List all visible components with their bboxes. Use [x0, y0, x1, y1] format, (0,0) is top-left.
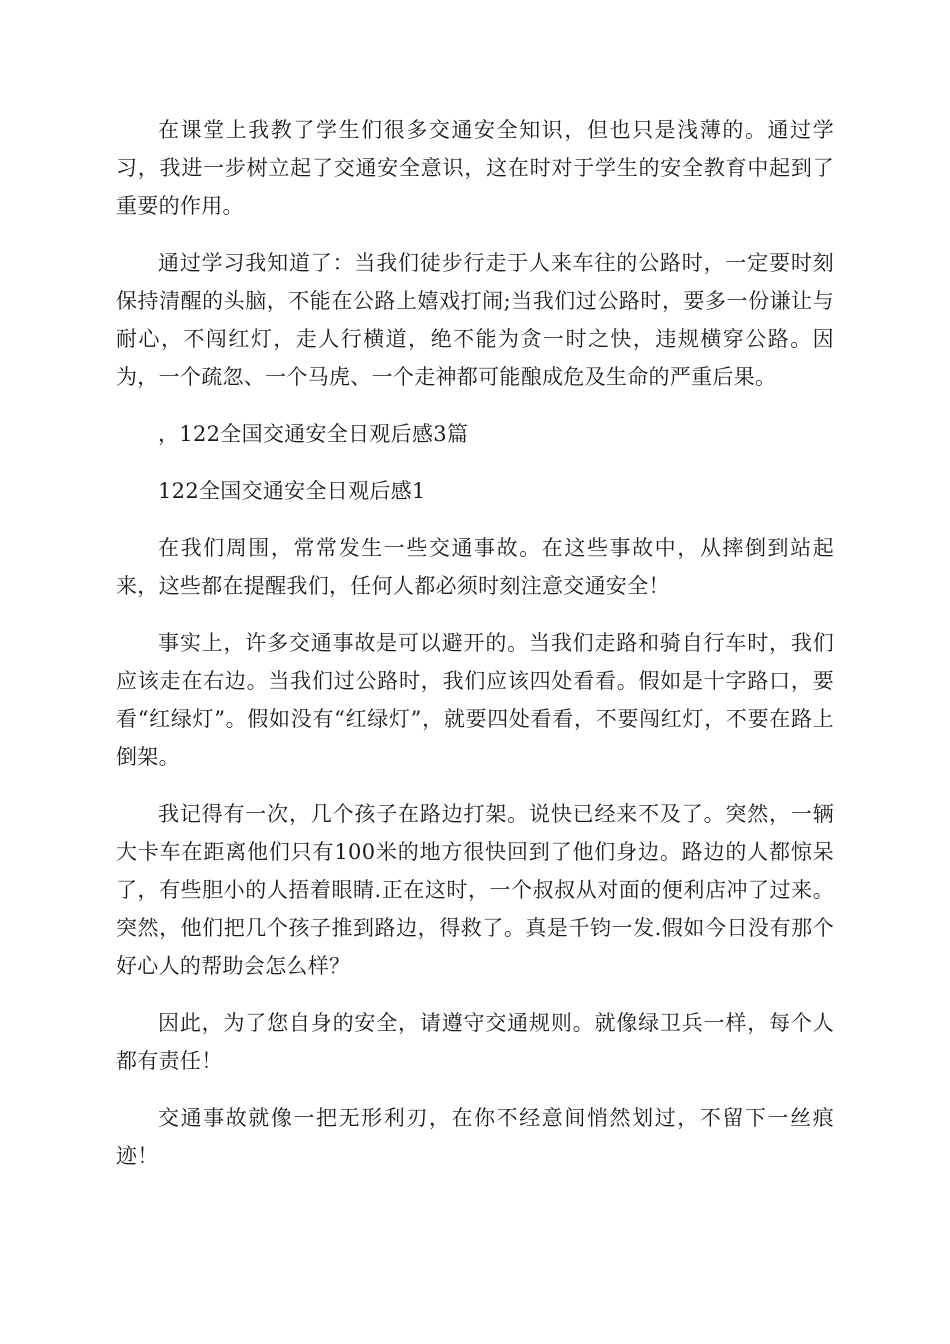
- paragraph-accidents-around-us: 在我们周围，常常发生一些交通事故。在这些事故中，从摔倒到站起来，这些都在提醒我们，任何人都必须时刻注意交通安全！: [116, 536, 834, 598]
- section-title-essay-1: 122全国交通安全日观后感1: [158, 479, 426, 503]
- paragraph-traffic-knowledge: 在课堂上我教了学生们很多交通安全知识，但也只是浅薄的。通过学习，我进一步树立起了交通安全意识，这在时对于学生的安全教育中起到了重要的作用。: [116, 118, 834, 218]
- document-body: [116, 111, 834, 1194]
- paragraph-story: 我记得有一次，几个孩子在路边打架。说快已经来不及了。突然，一辆大卡车在距离他们只有100米的地方很快回到了他们身边。路边的人都惊呆了，有些胆小的人捂着眼睛.正在这时，一个叔叔从对面的便利店冲了过来。突然，他们把几个孩子推到路边，得救了。真是千钧一发.假如今日没有那个好心人的帮助会怎么样？: [116, 802, 834, 978]
- paragraph-invisible-blade: 交通事故就像一把无形利刃，在你不经意间悄然划过，不留下一丝痕迹！: [116, 1106, 834, 1168]
- paragraph-avoidable-accidents: 事实上，许多交通事故是可以避开的。当我们走路和骑自行车时，我们应该走在右边。当我们过公路时，我们应该四处看看。假如是十字路口，要看“红绿灯”。假如没有“红绿灯”，就要四处看看，不要闯红灯，不要在路上倒架。: [116, 631, 834, 769]
- section-title-collection: ，122全国交通安全日观后感3篇: [158, 422, 469, 446]
- paragraph-learning-outcome: 通过学习我知道了：当我们徒步行走于人来车往的公路时，一定要时刻保持清醒的头脑，不能在公路上嬉戏打闹;当我们过公路时，要多一份谦让与耐心，不闯红灯，走人行横道，绝不能为贪一时之快，违规横穿公路。因为，一个疏忽、一个马虎、一个走神都可能酿成危及生命的严重后果。: [116, 251, 834, 389]
- paragraph-follow-rules: 因此，为了您自身的安全，请遵守交通规则。就像绿卫兵一样，每个人都有责任！: [116, 1011, 834, 1073]
